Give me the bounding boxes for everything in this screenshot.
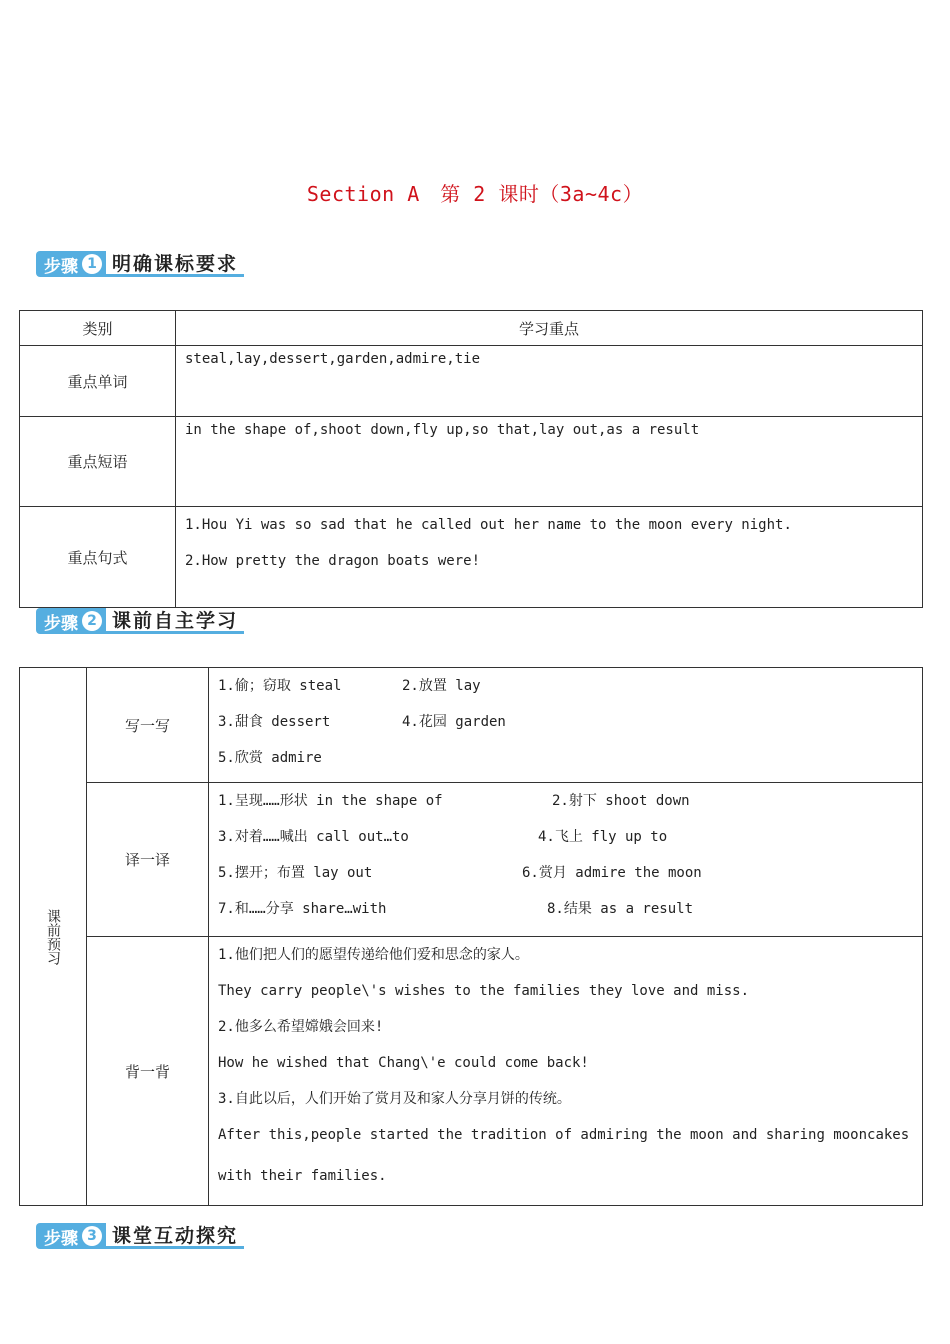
sentences-content: [176, 507, 923, 608]
recite-line: 2.他多么希望嫦娥会回来!: [218, 1019, 384, 1035]
step-tag: 步骤 1: [36, 251, 106, 277]
preview-side-label: 课前预习: [20, 668, 87, 1206]
category-phrases: 重点短语: [20, 417, 176, 507]
translate-item: 2.射下 shoot down: [552, 793, 690, 809]
phrases-content: in the shape of,shoot down,fly up,so that,lay out,as a result: [176, 417, 923, 507]
page-title: Section A 第 2 课时（3a~4c）: [306, 182, 644, 206]
translate-item: 3.对着……喊出 call out…to: [218, 829, 409, 845]
translate-content: [209, 783, 923, 937]
preview-table: [19, 667, 923, 1206]
write-label: 写一写: [87, 668, 209, 783]
write-item: 3.甜食 dessert: [218, 714, 331, 730]
translate-item: 6.赏月 admire the moon: [522, 865, 702, 881]
translate-item: 1.呈现……形状 in the shape of: [218, 793, 443, 809]
recite-label: 背一背: [87, 937, 209, 1206]
step-label: 课前自主学习: [106, 608, 244, 634]
step-tag: 步骤 3: [36, 1223, 106, 1249]
write-item: 2.放置 lay: [402, 678, 481, 694]
write-content: [209, 668, 923, 783]
recite-line: with their families.: [218, 1168, 387, 1184]
category-sentences: 重点句式: [20, 507, 176, 608]
step-label: 明确课标要求: [106, 251, 244, 277]
recite-line: After this,people started the tradition of admiring the moon and sharing mooncakes: [218, 1127, 910, 1143]
header-focus: 学习重点: [176, 311, 923, 346]
translate-item: 8.结果 as a result: [547, 901, 694, 917]
recite-line: They carry people\'s wishes to the families they love and miss.: [218, 983, 750, 999]
step-1-banner: [36, 251, 244, 277]
category-words: 重点单词: [20, 346, 176, 417]
recite-line: 1.他们把人们的愿望传递给他们爱和思念的家人。: [218, 947, 529, 963]
sentence-2: 2.How pretty the dragon boats were!: [185, 553, 481, 569]
step-number-badge: 2: [82, 611, 102, 631]
write-item: 1.偷；窃取 steal: [218, 678, 342, 694]
requirements-table: [19, 310, 923, 608]
translate-label: 译一译: [87, 783, 209, 937]
sentence-1: 1.Hou Yi was so sad that he called out her name to the moon every night.: [185, 517, 792, 533]
words-content: steal,lay,dessert,garden,admire,tie: [176, 346, 923, 417]
recite-line: 3.自此以后，人们开始了赏月及和家人分享月饼的传统。: [218, 1091, 571, 1107]
recite-content: [209, 937, 923, 1206]
step-number-badge: 1: [82, 254, 102, 274]
step-label: 课堂互动探究: [106, 1223, 244, 1249]
translate-item: 4.飞上 fly up to: [538, 829, 668, 845]
translate-item: 7.和……分享 share…with: [218, 901, 387, 917]
step-2-banner: [36, 608, 244, 634]
step-3-banner: [36, 1223, 244, 1249]
step-tag: 步骤 2: [36, 608, 106, 634]
recite-line: How he wished that Chang\'e could come back!: [218, 1055, 589, 1071]
header-category: 类别: [20, 311, 176, 346]
translate-item: 5.摆开；布置 lay out: [218, 865, 373, 881]
step-number-badge: 3: [82, 1226, 102, 1246]
write-item: 5.欣赏 admire: [218, 750, 322, 766]
write-item: 4.花园 garden: [402, 714, 506, 730]
